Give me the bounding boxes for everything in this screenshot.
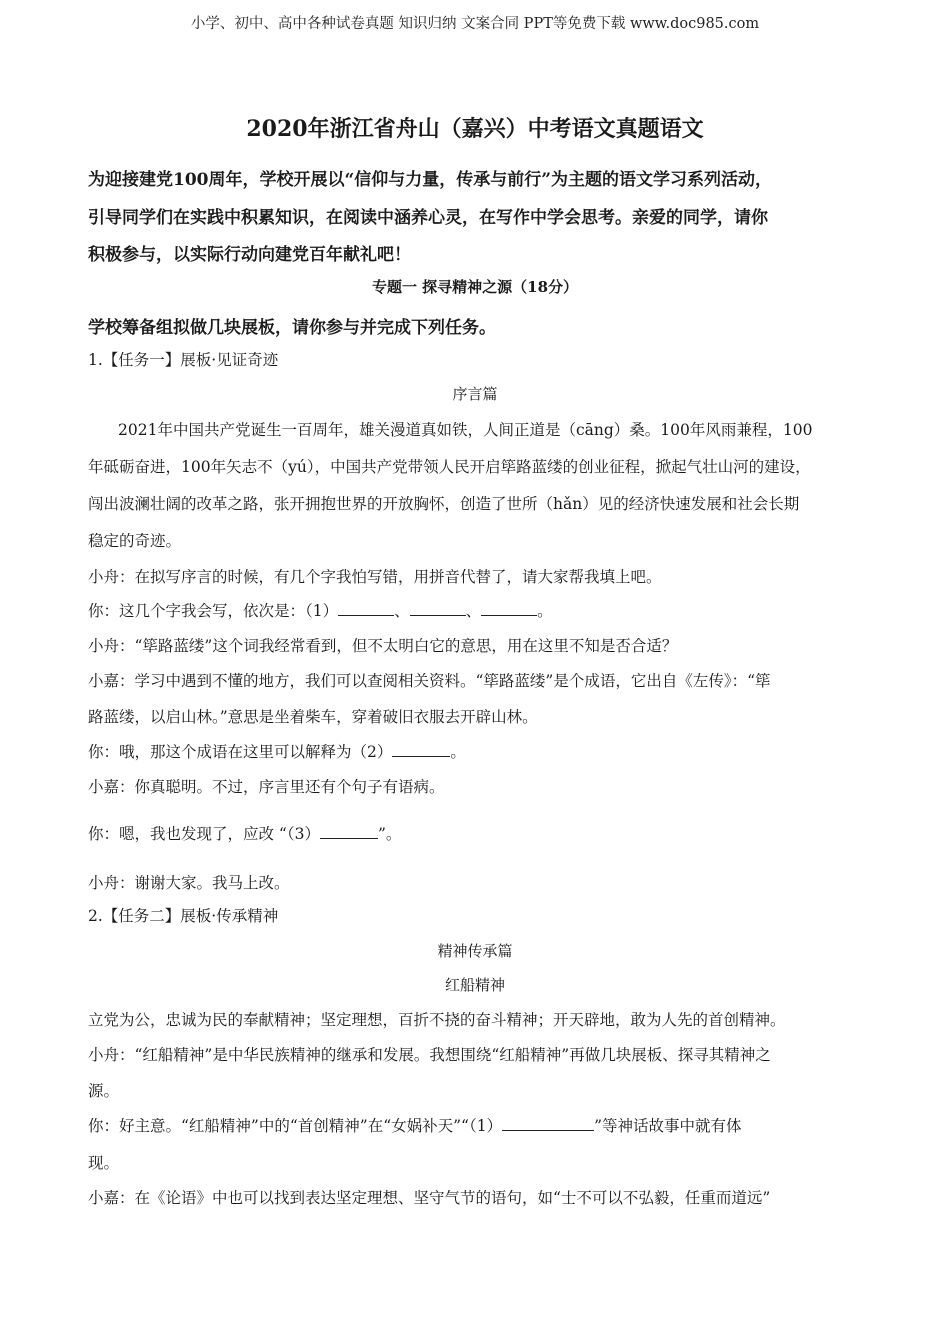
dialogue-line: 路蓝缕，以启山林。”意思是坐着柴车，穿着破旧衣服去开辟山林。 [88,708,538,726]
task1-subtitle: 序言篇 [452,385,498,403]
section-instruction: 学校筹备组拟做几块展板，请你参与并完成下列任务。 [88,318,496,338]
task1-label: 1.【任务一】展板·见证奇迹 [88,351,279,369]
page-header: 小学、初中、高中各种试卷真题 知识归纳 文案合同 PPT等免费下载 www.doc985.com [190,16,760,32]
task1-passage-line-2: 年砥砺奋进，100年矢志不（yú），中国共产党带领人民开启筚路蓝缕的创业征程，掀起气壮山河的建设， [88,458,811,476]
dialogue-line: 小舟：谢谢大家。我马上改。 [88,874,290,892]
dialogue-line-blank [88,822,401,844]
dialogue-text: ”等神话故事中就有体 [594,1117,742,1135]
task2-label: 2.【任务二】展板·传承精神 [88,907,279,925]
task1-passage-line-3: 闯出波澜壮阔的改革之路，张开拥抱世界的开放胸怀，创造了世所（hǎn）见的经济快速发展和社会长期 [88,495,800,513]
task1-passage-line-1: 2021年中国共产党诞生一百周年，雄关漫道真如铁，人间正道是（cāng）桑。100年风雨兼程，100 [118,421,813,439]
answer-blank[interactable] [502,1129,594,1131]
dialogue-line-blank [88,740,466,762]
dialogue-text: 你：哦，那这个成语在这里可以解释为（2） [88,743,393,761]
period: 。 [537,602,553,620]
section-heading: 专题一 探寻精神之源（18分） [371,278,579,296]
intro-line-1: 为迎接建党100周年，学校开展以“信仰与力量，传承与前行”为主题的语文学习系列活动， [88,170,773,190]
dialogue-line: 源。 [88,1082,120,1100]
dialogue-line-blanks [88,599,553,621]
dialogue-text: ”。 [377,825,402,843]
intro-line-3: 积极参与，以实际行动向建党百年献礼吧！ [88,245,411,265]
dialogue-text: 你：嗯，我也发现了，应改 “（3） [88,825,320,843]
answer-blank[interactable] [410,614,466,616]
answer-blank[interactable] [338,614,394,616]
task2-passage: 立党为公，忠诚为民的奉献精神；坚定理想，百折不挠的奋斗精神；开天辟地，敢为人先的首创精神。 [88,1011,786,1029]
dialogue-line-blank [88,1114,742,1136]
separator: 、 [394,602,410,620]
dialogue-line: 小嘉：在《论语》中也可以找到表达坚定理想、坚守气节的语句，如“士不可以不弘毅，任重而道远” [88,1189,771,1207]
answer-blank[interactable] [481,614,537,616]
task1-passage-line-4: 稳定的奇迹。 [88,532,182,550]
intro-line-2: 引导同学们在实践中积累知识，在阅读中涵养心灵，在写作中学会思考。亲爱的同学，请你 [88,208,768,228]
page-title: 2020年浙江省舟山（嘉兴）中考语文真题语文 [246,116,704,142]
dialogue-line: 小嘉：你真聪明。不过，序言里还有个句子有语病。 [88,778,445,796]
task2-subtitle: 精神传承篇 [437,942,513,960]
task2-subtitle-2: 红船精神 [444,976,505,994]
dialogue-line: 现。 [88,1154,120,1172]
dialogue-line: 小舟：“筚路蓝缕”这个词我经常看到，但不太明白它的意思，用在这里不知是否合适？ [88,637,678,655]
dialogue-line: 小舟：“红船精神”是中华民族精神的继承和发展。我想围绕“红船精神”再做几块展板、探寻其精神之 [88,1046,771,1064]
dialogue-text: 你：这几个字我会写，依次是：（1） [88,602,339,620]
answer-blank[interactable] [392,755,450,757]
separator: 、 [465,602,482,620]
answer-blank[interactable] [320,837,378,839]
dialogue-text: 。 [450,743,466,761]
dialogue-text: 你：好主意。“红船精神”中的“首创精神”在“女娲补天”“（1） [88,1117,503,1135]
dialogue-line: 小舟：在拟写序言的时候，有几个字我怕写错，用拼音代替了，请大家帮我填上吧。 [88,568,662,586]
dialogue-line: 小嘉：学习中遇到不懂的地方，我们可以查阅相关资料。“筚路蓝缕”是个成语，它出自《左传》：“筚 [88,672,771,690]
